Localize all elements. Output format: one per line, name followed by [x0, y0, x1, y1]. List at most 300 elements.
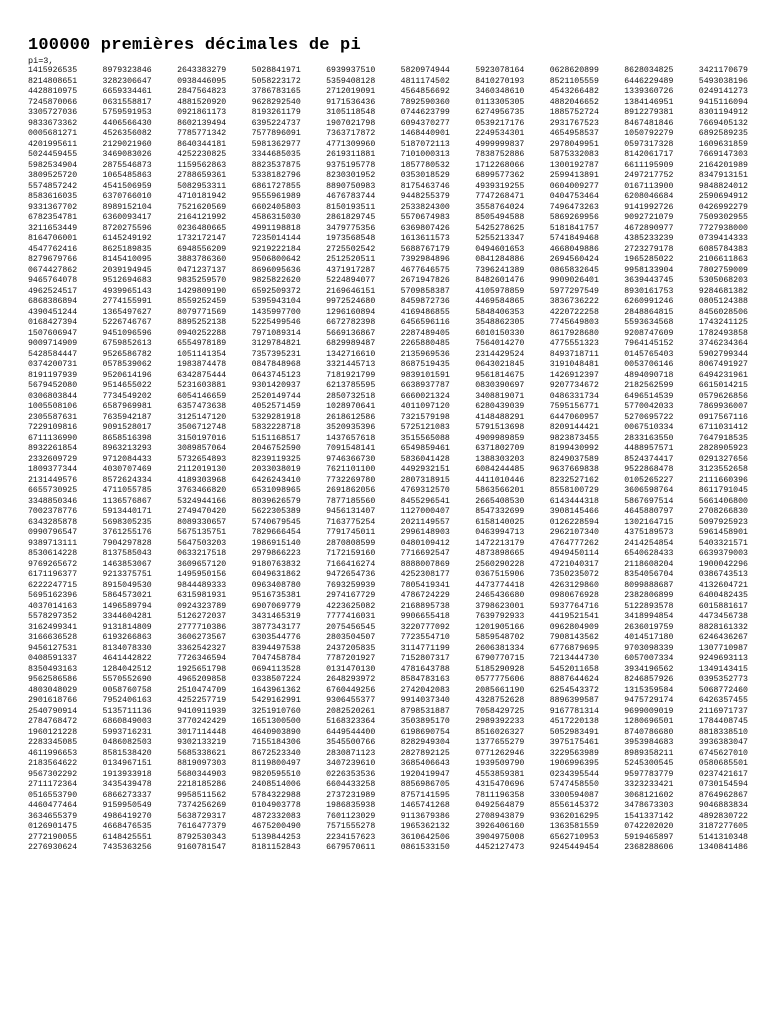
- digit-group: 4677646575: [400, 265, 450, 275]
- digit-group: 8912279381: [624, 108, 674, 117]
- digit-group: 1465741268: [400, 801, 450, 810]
- digit-group: 7245870066: [28, 97, 78, 107]
- digit-group: 7350235072: [549, 570, 599, 579]
- digit-group: 8079771569: [177, 307, 227, 317]
- digit-row: [28, 665, 748, 676]
- digit-row: [28, 308, 748, 319]
- digit-group: 8410270193: [475, 76, 525, 86]
- digit-group: 4517220138: [549, 717, 599, 726]
- digit-group: 3191048481: [549, 360, 599, 369]
- digit-group: 1495950156: [177, 570, 227, 579]
- digit-group: 1965285022: [624, 255, 674, 264]
- digit-group: 7639792933: [475, 612, 525, 621]
- digit-group: 8818338510: [698, 727, 748, 737]
- digit-row: [28, 654, 748, 665]
- digit-group: 9520614196: [102, 370, 152, 380]
- digit-group: 6198690754: [400, 727, 450, 737]
- digit-group: 6049631862: [251, 570, 301, 579]
- digit-group: 6370766010: [102, 192, 152, 201]
- digit-group: 8521105559: [549, 76, 599, 86]
- digit-group: 7732269780: [326, 475, 376, 485]
- digit-row: [28, 371, 748, 382]
- digit-group: 4541506959: [102, 181, 152, 191]
- digit-group: 3634655379: [28, 811, 78, 821]
- digit-group: 3975175461: [549, 738, 599, 747]
- digit-group: 0404753464: [549, 192, 599, 201]
- digit-group: 9844489333: [177, 580, 227, 590]
- digit-group: 3469083026: [102, 150, 152, 159]
- digit-group: 6342875444: [177, 370, 227, 380]
- digit-group: 2636019759: [624, 622, 674, 632]
- digit-group: 5913440171: [102, 507, 152, 516]
- digit-group: 0921861173: [177, 108, 227, 117]
- digit-group: 8214808651: [28, 76, 78, 86]
- digit-group: 2599413891: [549, 171, 599, 180]
- digit-group: 0924323789: [177, 601, 227, 611]
- digit-row: [28, 434, 748, 445]
- digit-group: 5231603881: [177, 381, 227, 390]
- digit-group: 7805419341: [400, 580, 450, 590]
- digit-group: 2305587631: [28, 412, 78, 422]
- digit-group: 4419521541: [549, 612, 599, 621]
- digit-group: 6672782398: [326, 318, 376, 327]
- digit-group: 7374256269: [177, 801, 227, 810]
- digit-group: 6145249192: [102, 234, 152, 243]
- digit-group: 0597317328: [624, 139, 674, 149]
- digit-group: 8558100729: [549, 486, 599, 495]
- digit-group: 5226746767: [102, 318, 152, 327]
- digit-group: 7101000313: [400, 150, 450, 159]
- digit-group: 8482601476: [475, 276, 525, 285]
- digit-group: 3282306647: [102, 76, 152, 86]
- digit-group: 2671947826: [400, 276, 450, 285]
- digit-group: 9180763832: [251, 559, 301, 569]
- digit-group: 4873898665: [475, 549, 525, 558]
- digit-group: 0167113900: [624, 181, 674, 191]
- digit-group: 2694560424: [549, 255, 599, 264]
- digit-group: 8301194912: [698, 108, 748, 117]
- digit-group: 6899577362: [475, 171, 525, 180]
- digit-group: 4252257719: [177, 696, 227, 705]
- digit-group: 2085661190: [475, 685, 525, 695]
- digit-group: 5255213347: [475, 234, 525, 243]
- digit-group: 6158140025: [475, 517, 525, 527]
- digit-group: 4939965143: [102, 286, 152, 296]
- digit-group: 2287489405: [400, 328, 450, 338]
- digit-group: 5305068203: [698, 276, 748, 285]
- digit-group: 0539217176: [475, 118, 525, 128]
- digit-group: 4676783744: [326, 192, 376, 201]
- digit-group: 6496514539: [624, 391, 674, 401]
- digit-group: 7669147303: [698, 150, 748, 159]
- digit-group: 8199430992: [549, 444, 599, 453]
- digit-group: 4962524517: [28, 286, 78, 296]
- digit-group: 5680344903: [177, 769, 227, 779]
- digit-group: 7229109816: [28, 423, 78, 432]
- digit-group: 5168323364: [326, 717, 376, 726]
- digit-group: 4553859381: [475, 769, 525, 779]
- digit-row: [28, 581, 748, 592]
- digit-group: 4986419270: [102, 811, 152, 821]
- digit-group: 3606273567: [177, 633, 227, 642]
- digit-group: 6861727855: [251, 181, 301, 191]
- digit-group: 8556145372: [549, 801, 599, 810]
- digit-group: 8979323846: [102, 66, 152, 75]
- digit-group: 0134967151: [102, 759, 152, 768]
- digit-group: 7802759009: [698, 265, 748, 275]
- digit-group: 6426357455: [698, 696, 748, 705]
- digit-group: 8896399587: [549, 696, 599, 705]
- digit-group: 9092721079: [624, 213, 674, 222]
- digit-group: 1913933918: [102, 769, 152, 779]
- digit-group: 4052571459: [251, 402, 301, 411]
- digit-group: 4564856692: [400, 87, 450, 96]
- digit-group: 8658516398: [102, 433, 152, 443]
- digit-group: 1127000407: [400, 507, 450, 516]
- digit-group: 0674427862: [28, 265, 78, 275]
- digit-group: 4894090718: [624, 370, 674, 380]
- digit-group: 1857780532: [400, 160, 450, 170]
- digit-group: 3105118548: [326, 108, 376, 117]
- digit-group: 1388303203: [475, 454, 525, 464]
- digit-group: 3506712748: [177, 423, 227, 432]
- digit-group: 2033038019: [251, 465, 301, 474]
- digit-group: 6711031412: [698, 423, 748, 432]
- digit-row: [28, 728, 748, 739]
- digit-group: 8828161332: [698, 622, 748, 632]
- digit-group: 0847848968: [251, 360, 301, 369]
- digit-group: 2772190055: [28, 832, 78, 842]
- digit-group: 8119800497: [251, 759, 301, 768]
- digit-group: 2978049951: [549, 139, 599, 149]
- digit-row: [28, 423, 748, 434]
- digit-group: 1782493858: [698, 328, 748, 338]
- digit-row: [28, 150, 748, 161]
- digit-group: 0486331734: [549, 391, 599, 401]
- digit-group: 0237421617: [698, 769, 748, 779]
- digit-group: 1613611573: [400, 234, 450, 243]
- digit-group: 5403321571: [698, 538, 748, 548]
- digit-group: 6315981931: [177, 591, 227, 600]
- digit-group: 6866273337: [102, 790, 152, 800]
- digit-group: 0338507224: [251, 675, 301, 684]
- digit-group: 3610642506: [400, 832, 450, 842]
- digit-group: 6054146659: [177, 391, 227, 401]
- digit-group: 4385233239: [624, 234, 674, 243]
- digit-group: 4469584865: [475, 297, 525, 306]
- digit-group: 1651300500: [251, 717, 301, 726]
- digit-group: 7091548141: [326, 444, 376, 453]
- digit-row: [28, 549, 748, 560]
- digit-group: 9009714909: [28, 339, 78, 348]
- digit-group: 5784322988: [251, 790, 301, 800]
- digit-group: 2314429524: [475, 349, 525, 359]
- digit-group: 9208747609: [624, 328, 674, 338]
- digit-group: 9448255379: [400, 192, 450, 201]
- digit-group: 1900042296: [698, 559, 748, 569]
- digit-group: 6660021324: [400, 391, 450, 401]
- digit-group: 2082520261: [326, 706, 376, 716]
- digit-row: [28, 812, 748, 823]
- digit-group: 2749470420: [177, 507, 227, 516]
- digit-group: 0236480665: [177, 223, 227, 233]
- digit-row: [28, 612, 748, 623]
- digit-group: 0386743513: [698, 570, 748, 579]
- digit-group: 9159950549: [102, 801, 152, 810]
- digit-row: [28, 98, 748, 109]
- digit-group: 7952406163: [102, 696, 152, 705]
- digit-group: 2249534301: [475, 129, 525, 138]
- digit-group: 2131449576: [28, 475, 78, 485]
- digit-group: 3685406643: [400, 759, 450, 768]
- digit-group: 7058429725: [475, 706, 525, 716]
- digit-group: 2803504507: [326, 633, 376, 642]
- digit-group: 9475729174: [624, 696, 674, 705]
- digit-group: 5135711136: [102, 706, 152, 716]
- digit-group: 9514655022: [102, 381, 152, 390]
- digit-group: 7734549202: [102, 391, 152, 401]
- digit-group: 5661406800: [698, 496, 748, 506]
- digit-group: 0126901475: [28, 822, 78, 831]
- digit-group: 0841284886: [475, 255, 525, 264]
- digit-group: 4965209858: [177, 675, 227, 684]
- digit-group: 8354056704: [624, 570, 674, 579]
- digit-group: 0694113528: [251, 664, 301, 674]
- digit-group: 4169486855: [400, 307, 450, 317]
- digit-group: 6447060957: [549, 412, 599, 422]
- digit-group: 7172159160: [326, 549, 376, 558]
- digit-group: 0940252288: [177, 328, 227, 338]
- digit-group: 9160781547: [177, 843, 227, 852]
- digit-group: 8099888687: [624, 580, 674, 590]
- digit-group: 9906655418: [400, 612, 450, 621]
- digit-group: 5685338621: [177, 748, 227, 758]
- digit-group: 3609657120: [177, 559, 227, 569]
- digit-group: 8696095636: [251, 265, 301, 275]
- digit-group: 7777416031: [326, 612, 376, 621]
- digit-group: 4488957571: [624, 444, 674, 453]
- digit-group: 1340841486: [698, 843, 748, 852]
- digit-group: 2021149557: [400, 517, 450, 527]
- digit-group: 8067491927: [698, 360, 748, 369]
- digit-group: 4189303968: [177, 475, 227, 485]
- digit-group: 5759591953: [102, 108, 152, 117]
- digit-group: 0291327656: [698, 454, 748, 464]
- digit-group: 1050792279: [624, 129, 674, 138]
- digit-group: 5937764716: [549, 601, 599, 611]
- digit-group: 0494601653: [475, 244, 525, 254]
- digit-group: 2276930624: [28, 843, 78, 852]
- digit-group: 8890750983: [326, 181, 376, 191]
- digit-group: 1349143415: [698, 664, 748, 674]
- digit-group: 4668049886: [549, 244, 599, 254]
- digit-group: 7002378776: [28, 507, 78, 516]
- digit-group: 2368288606: [624, 843, 674, 852]
- digit-group: 6303544776: [251, 633, 301, 642]
- digit-group: 0126228594: [549, 517, 599, 527]
- digit-row: [28, 497, 748, 508]
- digit-group: 0486082503: [102, 738, 152, 747]
- digit-group: 5126272037: [177, 612, 227, 621]
- digit-group: 1051141354: [177, 349, 227, 359]
- digit-group: 4473774418: [475, 580, 525, 590]
- digit-group: 9562586586: [28, 675, 78, 684]
- digit-group: 8164706001: [28, 234, 78, 243]
- digit-group: 0249141273: [698, 87, 748, 96]
- digit-group: 3344604281: [102, 612, 152, 621]
- digit-group: 6015881617: [698, 601, 748, 611]
- digit-group: 5864573021: [102, 591, 152, 600]
- digit-group: 9823873455: [549, 433, 599, 443]
- digit-group: 1377655279: [475, 738, 525, 747]
- digit-group: 8628034825: [624, 66, 674, 75]
- digit-group: 0234395544: [549, 769, 599, 779]
- digit-group: 8193261179: [251, 108, 301, 117]
- digit-row: [28, 833, 748, 844]
- digit-group: 5578297352: [28, 612, 78, 621]
- digit-group: 8249037589: [549, 454, 599, 464]
- digit-group: 3904975008: [475, 832, 525, 842]
- digit-group: 0730154594: [698, 780, 748, 789]
- digit-group: 7152807317: [400, 654, 450, 663]
- digit-group: 5024459455: [28, 150, 78, 159]
- digit-group: 4672890977: [624, 223, 674, 233]
- digit-group: 8347913151: [698, 171, 748, 180]
- digit-group: 8672523340: [251, 748, 301, 758]
- digit-group: 0805124388: [698, 297, 748, 306]
- digit-group: 6449544400: [326, 727, 376, 737]
- digit-group: 6426243410: [251, 475, 301, 485]
- digit-group: 7869936007: [698, 402, 748, 411]
- digit-group: 9451096596: [102, 328, 152, 338]
- digit-group: 9703098339: [624, 643, 674, 653]
- digit-group: 7321579198: [400, 412, 450, 422]
- digit-group: 3558764024: [475, 202, 525, 212]
- digit-group: 1028970641: [326, 402, 376, 411]
- digit-group: 7971089314: [251, 328, 301, 338]
- digit-group: 8505494588: [475, 213, 525, 222]
- digit-group: 3017114448: [177, 727, 227, 737]
- digit-row: [28, 297, 748, 308]
- digit-row: [28, 717, 748, 728]
- digit-group: 8932261854: [28, 444, 78, 453]
- digit-group: 9167781314: [549, 706, 599, 716]
- digit-group: 4220722258: [549, 307, 599, 317]
- digit-group: 4390451244: [28, 307, 78, 317]
- digit-group: 0395352773: [698, 675, 748, 684]
- digit-row: [28, 255, 748, 266]
- digit-group: 6085784383: [698, 244, 748, 254]
- digit-group: 3418994854: [624, 612, 674, 621]
- digit-group: 8581538420: [102, 748, 152, 758]
- digit-group: 0067510334: [624, 423, 674, 432]
- digit-group: 1906996395: [549, 759, 599, 768]
- digit-group: 8617928680: [549, 328, 599, 338]
- digit-group: 3362542327: [177, 643, 227, 653]
- digit-group: 1986835938: [326, 801, 376, 810]
- digit-group: 1541337142: [624, 811, 674, 821]
- digit-group: 2164201989: [698, 160, 748, 170]
- digit-group: 8572624334: [102, 475, 152, 485]
- digit-group: 6790770715: [475, 654, 525, 663]
- digit-group: 7181921799: [326, 370, 376, 380]
- digit-group: 5747458550: [549, 780, 599, 789]
- digit-group: 9249693113: [698, 654, 748, 663]
- digit-group: 4252308177: [400, 570, 450, 579]
- digit-group: 0104903778: [251, 801, 301, 810]
- digit-group: 1415926535: [28, 66, 78, 75]
- digit-group: 0643745123: [251, 370, 301, 380]
- digit-group: 3926406160: [475, 822, 525, 831]
- digit-group: 2989392233: [475, 717, 525, 726]
- digit-group: 2414254854: [624, 538, 674, 548]
- digit-group: 1463853067: [102, 559, 152, 569]
- digit-group: 1365497627: [102, 307, 152, 317]
- digit-group: 9839101591: [400, 370, 450, 380]
- digit-group: 9833673362: [28, 118, 78, 128]
- digit-group: 8150193511: [326, 202, 376, 212]
- digit-group: 7509302955: [698, 213, 748, 222]
- digit-group: 8989152104: [102, 202, 152, 212]
- digit-group: 6143444318: [549, 496, 599, 506]
- digit-group: 8559252459: [177, 297, 227, 306]
- digit-group: 2708266830: [698, 507, 748, 516]
- digit-group: 6679570611: [326, 843, 376, 852]
- digit-row: [28, 707, 748, 718]
- digit-group: 6371802709: [475, 444, 525, 453]
- digit-group: 3763466820: [177, 486, 227, 495]
- digit-group: 9628292540: [251, 97, 301, 107]
- digit-group: 6554978189: [177, 339, 227, 348]
- digit-group: 7791745011: [326, 528, 376, 537]
- digit-group: 7564014270: [475, 339, 525, 348]
- digit-group: 9245449454: [549, 843, 599, 852]
- digit-row: [28, 192, 748, 203]
- digit-group: 0226353536: [326, 769, 376, 779]
- digit-group: 2332609729: [28, 454, 78, 464]
- digit-group: 5181841757: [549, 223, 599, 233]
- digit-group: 7723554710: [400, 633, 450, 642]
- digit-group: 6246436267: [698, 633, 748, 642]
- digit-group: 3877343177: [251, 622, 301, 632]
- digit-group: 2875546873: [102, 160, 152, 170]
- digit-group: 0168427394: [28, 318, 78, 327]
- digit-group: 1005508106: [28, 402, 78, 411]
- digit-group: 9526586782: [102, 349, 152, 359]
- digit-group: 0631558817: [102, 97, 152, 107]
- digit-row: [28, 402, 748, 413]
- digit-group: 1426912397: [549, 370, 599, 380]
- digit-group: 1472213179: [475, 538, 525, 548]
- digit-group: 9456131407: [326, 507, 376, 516]
- digit-row: [28, 476, 748, 487]
- digit-group: 5863566201: [475, 486, 525, 495]
- digit-group: 4526356082: [102, 129, 152, 138]
- digit-group: 3089857064: [177, 444, 227, 453]
- digit-group: 4675200490: [251, 822, 301, 831]
- digit-group: 7647918535: [698, 433, 748, 443]
- digit-group: 6587969981: [102, 402, 152, 411]
- digit-group: 2560290228: [475, 559, 525, 569]
- digit-group: 7726346594: [177, 654, 227, 663]
- digit-group: 2828905923: [698, 444, 748, 453]
- digit-group: 9909026401: [549, 276, 599, 285]
- digit-group: 1496589794: [102, 601, 152, 611]
- digit-row: [28, 539, 748, 550]
- digit-group: 4881520920: [177, 97, 227, 107]
- digit-group: 9848824012: [698, 181, 748, 191]
- digit-group: 2169646151: [326, 286, 376, 296]
